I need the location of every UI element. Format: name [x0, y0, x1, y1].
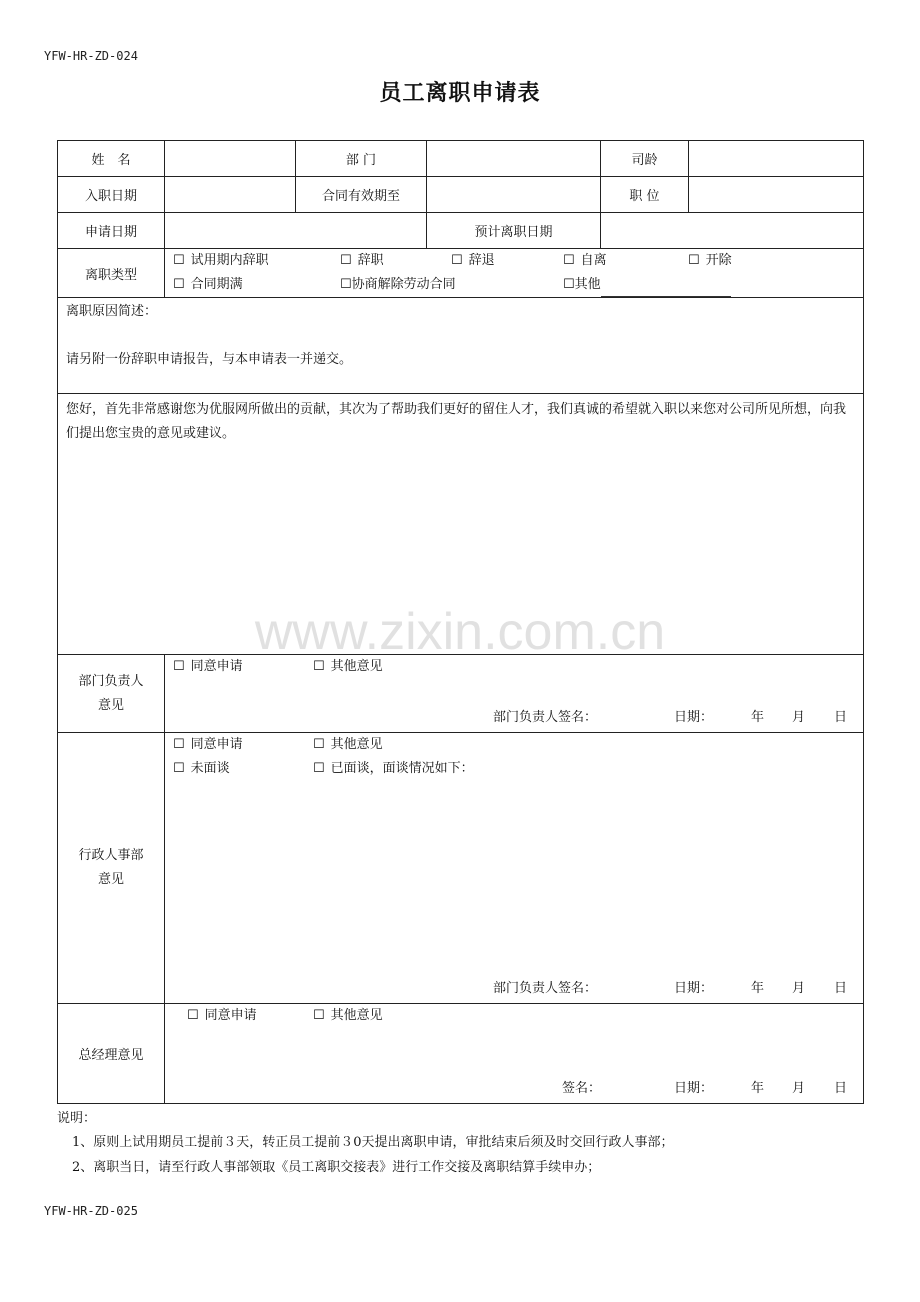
- checkbox-icon: ☐: [173, 277, 185, 292]
- dept-opinion-cell: [165, 655, 864, 733]
- hr-interviewed-option[interactable]: ☐ 已面谈，面谈情况如下：: [313, 761, 474, 776]
- hr-other-option[interactable]: ☐ 其他意见: [313, 737, 383, 752]
- checkbox-icon: ☐: [563, 277, 575, 292]
- hr-not-interviewed-option[interactable]: ☐ 未面谈: [173, 761, 230, 776]
- checkbox-icon: ☐: [313, 659, 325, 674]
- dept-year-label: 年: [751, 710, 765, 725]
- leave-type-row-2: [165, 273, 863, 297]
- leave-type-dismissed[interactable]: ☐ 辞退: [451, 253, 495, 268]
- leave-type-self-leave[interactable]: ☐ 自离: [563, 253, 607, 268]
- hr-month-label: 月: [792, 981, 806, 996]
- leave-type-options: [165, 249, 864, 298]
- checkbox-icon: ☐: [340, 253, 352, 268]
- dept-month-label: 月: [792, 710, 806, 725]
- checkbox-icon: ☐: [563, 253, 575, 268]
- gm-opinion-label: 总经理意见: [58, 1004, 165, 1104]
- feedback-section[interactable]: [58, 394, 864, 655]
- hr-year-label: 年: [751, 981, 765, 996]
- hire-date-field[interactable]: [165, 177, 296, 213]
- leave-type-label: 离职类型: [58, 249, 165, 298]
- feedback-text: 您好，首先非常感谢您为优服网所做出的贡献，其次为了帮助我们更好的留住人才，我们真诚的希望就入职以来您对公司所见所想，向我们提出您宝贵的意见或建议。: [66, 402, 847, 441]
- name-label: 姓 名: [58, 141, 165, 177]
- expected-leave-date-label: 预计离职日期: [427, 213, 601, 249]
- position-field[interactable]: [689, 177, 864, 213]
- hr-date-label: 日期：: [674, 981, 714, 996]
- checkbox-icon: ☐: [173, 737, 185, 752]
- dept-date-label: 日期：: [674, 710, 714, 725]
- leave-type-contract-expired[interactable]: ☐ 合同期满: [173, 277, 243, 292]
- page-title: 员工离职申请表: [379, 81, 541, 106]
- notes-item-2: 2、离职当日，请至行政人事部领取《员工离职交接表》进行工作交接及离职结算手续申办；: [72, 1160, 601, 1175]
- gm-opinion-cell: [165, 1004, 864, 1104]
- department-label: 部 门: [296, 141, 427, 177]
- hr-agree-option[interactable]: ☐ 同意申请: [173, 737, 243, 752]
- dept-agree-option[interactable]: ☐ 同意申请: [173, 659, 243, 674]
- gm-other-option[interactable]: ☐ 其他意见: [313, 1008, 383, 1023]
- position-label: 职 位: [601, 177, 689, 213]
- name-field[interactable]: [165, 141, 296, 177]
- hr-sign-label: 部门负责人签名：: [493, 981, 598, 996]
- checkbox-icon: ☐: [313, 737, 325, 752]
- leave-type-row-1: [165, 249, 863, 273]
- gm-agree-option[interactable]: ☐ 同意申请: [187, 1008, 257, 1023]
- resignation-form-table: [57, 140, 864, 1104]
- department-field[interactable]: [427, 141, 601, 177]
- contract-valid-label: 合同有效期至: [296, 177, 427, 213]
- leave-type-fired[interactable]: ☐ 开除: [688, 253, 732, 268]
- checkbox-icon: ☐: [313, 761, 325, 776]
- watermark: www.zixin.com.cn: [254, 603, 666, 661]
- checkbox-icon: ☐: [451, 253, 463, 268]
- reason-section[interactable]: [58, 298, 864, 394]
- hire-date-label: 入职日期: [58, 177, 165, 213]
- gm-day-label: 日: [834, 1081, 848, 1096]
- seniority-field[interactable]: [689, 141, 864, 177]
- checkbox-icon: ☐: [340, 277, 352, 292]
- reason-label: 离职原因简述：: [66, 304, 158, 319]
- hr-signature-line: [165, 977, 863, 997]
- document-code-bottom: YFW-HR-ZD-025: [44, 1204, 138, 1218]
- other-reason-line[interactable]: [601, 282, 731, 297]
- hr-opinion-label: 行政人事部 意见: [58, 733, 165, 1004]
- dept-signature-line: [165, 706, 863, 726]
- hr-day-label: 日: [834, 981, 848, 996]
- apply-date-label: 申请日期: [58, 213, 165, 249]
- checkbox-icon: ☐: [173, 659, 185, 674]
- leave-type-probation-resign[interactable]: ☐ 试用期内辞职: [173, 253, 269, 268]
- gm-month-label: 月: [792, 1081, 806, 1096]
- seniority-label: 司龄: [601, 141, 689, 177]
- checkbox-icon: ☐: [688, 253, 700, 268]
- reason-note: 请另附一份辞职申请报告，与本申请表一并递交。: [66, 352, 353, 367]
- checkbox-icon: ☐: [313, 1008, 325, 1023]
- gm-year-label: 年: [751, 1081, 765, 1096]
- dept-other-option[interactable]: ☐ 其他意见: [313, 659, 383, 674]
- leave-type-mutual-termination[interactable]: ☐协商解除劳动合同: [340, 277, 456, 292]
- dept-day-label: 日: [834, 710, 848, 725]
- gm-sign-label: 签名：: [562, 1081, 602, 1096]
- gm-signature-line: [165, 1077, 863, 1097]
- checkbox-icon: ☐: [173, 253, 185, 268]
- notes-title: 说明：: [57, 1111, 97, 1126]
- checkbox-icon: ☐: [173, 761, 185, 776]
- expected-leave-date-field[interactable]: [601, 213, 864, 249]
- contract-valid-field[interactable]: [427, 177, 601, 213]
- hr-opinion-cell: [165, 733, 864, 1004]
- dept-sign-label: 部门负责人签名：: [493, 710, 598, 725]
- leave-type-resign[interactable]: ☐ 辞职: [340, 253, 384, 268]
- gm-date-label: 日期：: [674, 1081, 714, 1096]
- notes-item-1: 1、原则上试用期员工提前３天，转正员工提前３0天提出离职申请，审批结束后须及时交回行政人事部；: [72, 1135, 674, 1150]
- dept-opinion-label: 部门负责人 意见: [58, 655, 165, 733]
- checkbox-icon: ☐: [187, 1008, 199, 1023]
- apply-date-field[interactable]: [165, 213, 427, 249]
- leave-type-other[interactable]: ☐其他: [563, 273, 731, 297]
- document-code-top: YFW-HR-ZD-024: [44, 49, 138, 63]
